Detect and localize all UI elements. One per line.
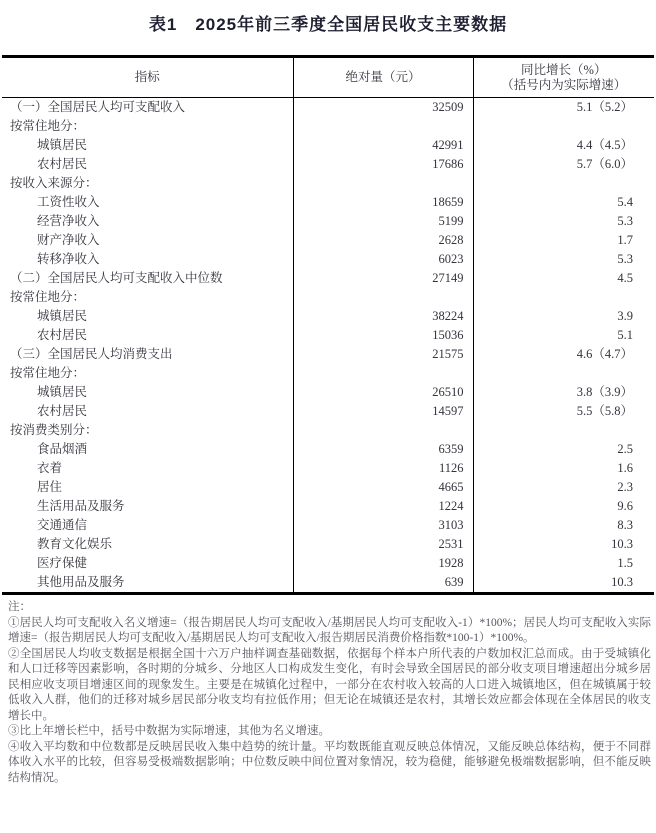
- growth-value-cell: 2.3: [617, 480, 633, 494]
- growth-value-cell: 5.7（6.0）: [576, 157, 633, 171]
- note-item: ③比上年增长栏中，括号中数据为实际增速，其他为名义增速。: [8, 725, 330, 737]
- indicator-cell: 农村居民: [2, 326, 293, 345]
- indicator-cell: 按常住地分：: [2, 288, 293, 307]
- growth-value-cell: [473, 364, 654, 383]
- header-row: [2, 57, 654, 98]
- indicator-cell: 城镇居民: [2, 383, 293, 402]
- table-row: [2, 459, 654, 478]
- table-row: [2, 383, 654, 402]
- growth-value-cell: 4.4（4.5）: [576, 138, 633, 152]
- growth-value-cell: 10.3: [611, 537, 633, 551]
- note-item: ②全国居民人均收支数据是根据全国十六万户抽样调查基础数据，依据每个样本户所代表的户数加权汇总而成。由于受城镇化和人口迁移等因素影响，各时期的分城乡、分地区人口构成发生变化，有时会导致全国居民的部分收支项目增速超出分城乡居民相应收支项目增速区间的现象发生。主要是在城镇化过程中，一部分在农村收入较高的人口进入城镇地区，但在城镇属于较低收入人群，他们的迁移对城乡居民部分收支均有拉低作用；但无论在城镇还是农村，其增长效应都会体现在全体居民的收支增长中。: [8, 647, 651, 722]
- table-row: [2, 440, 654, 459]
- indicator-cell: 教育文化娱乐: [2, 535, 293, 554]
- table-row: [2, 117, 654, 136]
- table-body: [2, 98, 654, 594]
- growth-value-cell: 3.8（3.9）: [576, 385, 633, 399]
- table-row: [2, 288, 654, 307]
- growth-value-cell: 9.6: [617, 499, 633, 513]
- absolute-value-cell: 6359: [293, 440, 473, 459]
- col-header-growth: [473, 57, 654, 98]
- indicator-cell: 财产净收入: [2, 231, 293, 250]
- table-title: 表1 2025年前三季度全国居民收支主要数据: [148, 15, 508, 34]
- table-row: [2, 573, 654, 594]
- absolute-value-cell: 32509: [293, 98, 473, 118]
- indicator-cell: 城镇居民: [2, 307, 293, 326]
- absolute-value-cell: 27149: [293, 269, 473, 288]
- table-row: [2, 326, 654, 345]
- indicator-cell: 按常住地分：: [2, 364, 293, 383]
- indicator-cell: 农村居民: [2, 402, 293, 421]
- table-row: [2, 307, 654, 326]
- indicator-cell: 按常住地分：: [2, 117, 293, 136]
- note-item: ④收入平均数和中位数都是反映居民收入集中趋势的统计量。平均数既能直观反映总体情况，又能反映总体结构，便于不同群体收入水平的比较，但容易受极端数据影响；中位数反映中间位置对象情况，较为稳健，能够避免极端数据影响，但不能反映结构情况。: [8, 740, 651, 784]
- indicator-cell: （一）全国居民人均可支配收入: [2, 98, 293, 118]
- absolute-value-cell: 5199: [293, 212, 473, 231]
- growth-value-cell: 1.6: [617, 461, 633, 475]
- table-row: [2, 478, 654, 497]
- table-row: [2, 535, 654, 554]
- growth-value-cell: 4.6（4.7）: [576, 347, 633, 361]
- growth-value-cell: 1.7: [617, 233, 633, 247]
- col-header-absolute: 绝对量（元）: [293, 57, 473, 98]
- growth-value-cell: 5.4: [617, 195, 633, 209]
- absolute-value-cell: 1224: [293, 497, 473, 516]
- growth-value-cell: 8.3: [617, 518, 633, 532]
- absolute-value-cell: 26510: [293, 383, 473, 402]
- table-row: [2, 174, 654, 193]
- absolute-value-cell: 21575: [293, 345, 473, 364]
- absolute-value-cell: 4665: [293, 478, 473, 497]
- table-row: [2, 193, 654, 212]
- table-row: [2, 269, 654, 288]
- indicator-cell: 经营净收入: [2, 212, 293, 231]
- growth-value-cell: 4.5: [617, 271, 633, 285]
- table-row: [2, 497, 654, 516]
- absolute-value-cell: 2628: [293, 231, 473, 250]
- indicator-cell: 转移净收入: [2, 250, 293, 269]
- absolute-value-cell: 15036: [293, 326, 473, 345]
- absolute-value-cell: [293, 117, 473, 136]
- indicator-cell: 食品烟酒: [2, 440, 293, 459]
- indicator-cell: 按收入来源分：: [2, 174, 293, 193]
- table-row: [2, 212, 654, 231]
- growth-value-cell: [473, 288, 654, 307]
- absolute-value-cell: 3103: [293, 516, 473, 535]
- col-header-growth-line1: 同比增长（%）: [521, 62, 607, 77]
- indicator-cell: 农村居民: [2, 155, 293, 174]
- growth-value-cell: 5.5（5.8）: [576, 404, 633, 418]
- growth-value-cell: [473, 117, 654, 136]
- col-header-indicator: 指标: [2, 57, 293, 98]
- table-row: [2, 364, 654, 383]
- absolute-value-cell: 6023: [293, 250, 473, 269]
- absolute-value-cell: [293, 174, 473, 193]
- growth-value-cell: 5.3: [617, 252, 633, 266]
- notes-label: 注：: [8, 601, 31, 613]
- absolute-value-cell: [293, 421, 473, 440]
- income-expenditure-table: [2, 55, 654, 595]
- indicator-cell: 生活用品及服务: [2, 497, 293, 516]
- table-row: [2, 421, 654, 440]
- indicator-cell: 居住: [2, 478, 293, 497]
- growth-value-cell: [473, 421, 654, 440]
- absolute-value-cell: 14597: [293, 402, 473, 421]
- growth-value-cell: 10.3: [611, 575, 633, 589]
- table-row: [2, 136, 654, 155]
- indicator-cell: 其他用品及服务: [2, 573, 293, 594]
- indicator-cell: （三）全国居民人均消费支出: [2, 345, 293, 364]
- absolute-value-cell: 18659: [293, 193, 473, 212]
- indicator-cell: （二）全国居民人均可支配收入中位数: [2, 269, 293, 288]
- indicator-cell: 按消费类别分：: [2, 421, 293, 440]
- absolute-value-cell: 2531: [293, 535, 473, 554]
- growth-value-cell: 3.9: [617, 309, 633, 323]
- growth-value-cell: 1.5: [617, 556, 633, 570]
- table-row: [2, 554, 654, 573]
- table-row: [2, 516, 654, 535]
- absolute-value-cell: 639: [293, 573, 473, 594]
- col-header-growth-line2: （括号内为实际增速）: [501, 77, 627, 92]
- note-item: ①居民人均可支配收入名义增速=（报告期居民人均可支配收入/基期居民人均可支配收入-1）*100%；居民人均可支配收入实际增速=（报告期居民人均可支配收入/基期居民人均可支配收入/报告期居民消费价格指数*100-1）*100%。: [8, 616, 651, 644]
- table-row: [2, 402, 654, 421]
- notes-section: [0, 600, 656, 786]
- indicator-cell: 交通通信: [2, 516, 293, 535]
- absolute-value-cell: 1928: [293, 554, 473, 573]
- indicator-cell: 城镇居民: [2, 136, 293, 155]
- table-row: [2, 250, 654, 269]
- notes-list: [8, 616, 651, 787]
- table-row: [2, 231, 654, 250]
- absolute-value-cell: [293, 364, 473, 383]
- growth-value-cell: 5.1（5.2）: [576, 100, 633, 114]
- table-row: [2, 155, 654, 174]
- growth-value-cell: 5.1: [617, 328, 633, 342]
- absolute-value-cell: 1126: [293, 459, 473, 478]
- growth-value-cell: 2.5: [617, 442, 633, 456]
- table-row: [2, 98, 654, 118]
- indicator-cell: 工资性收入: [2, 193, 293, 212]
- growth-value-cell: 5.3: [617, 214, 633, 228]
- table-row: [2, 345, 654, 364]
- absolute-value-cell: 42991: [293, 136, 473, 155]
- indicator-cell: 衣着: [2, 459, 293, 478]
- indicator-cell: 医疗保健: [2, 554, 293, 573]
- absolute-value-cell: 38224: [293, 307, 473, 326]
- absolute-value-cell: [293, 288, 473, 307]
- growth-value-cell: [473, 174, 654, 193]
- absolute-value-cell: 17686: [293, 155, 473, 174]
